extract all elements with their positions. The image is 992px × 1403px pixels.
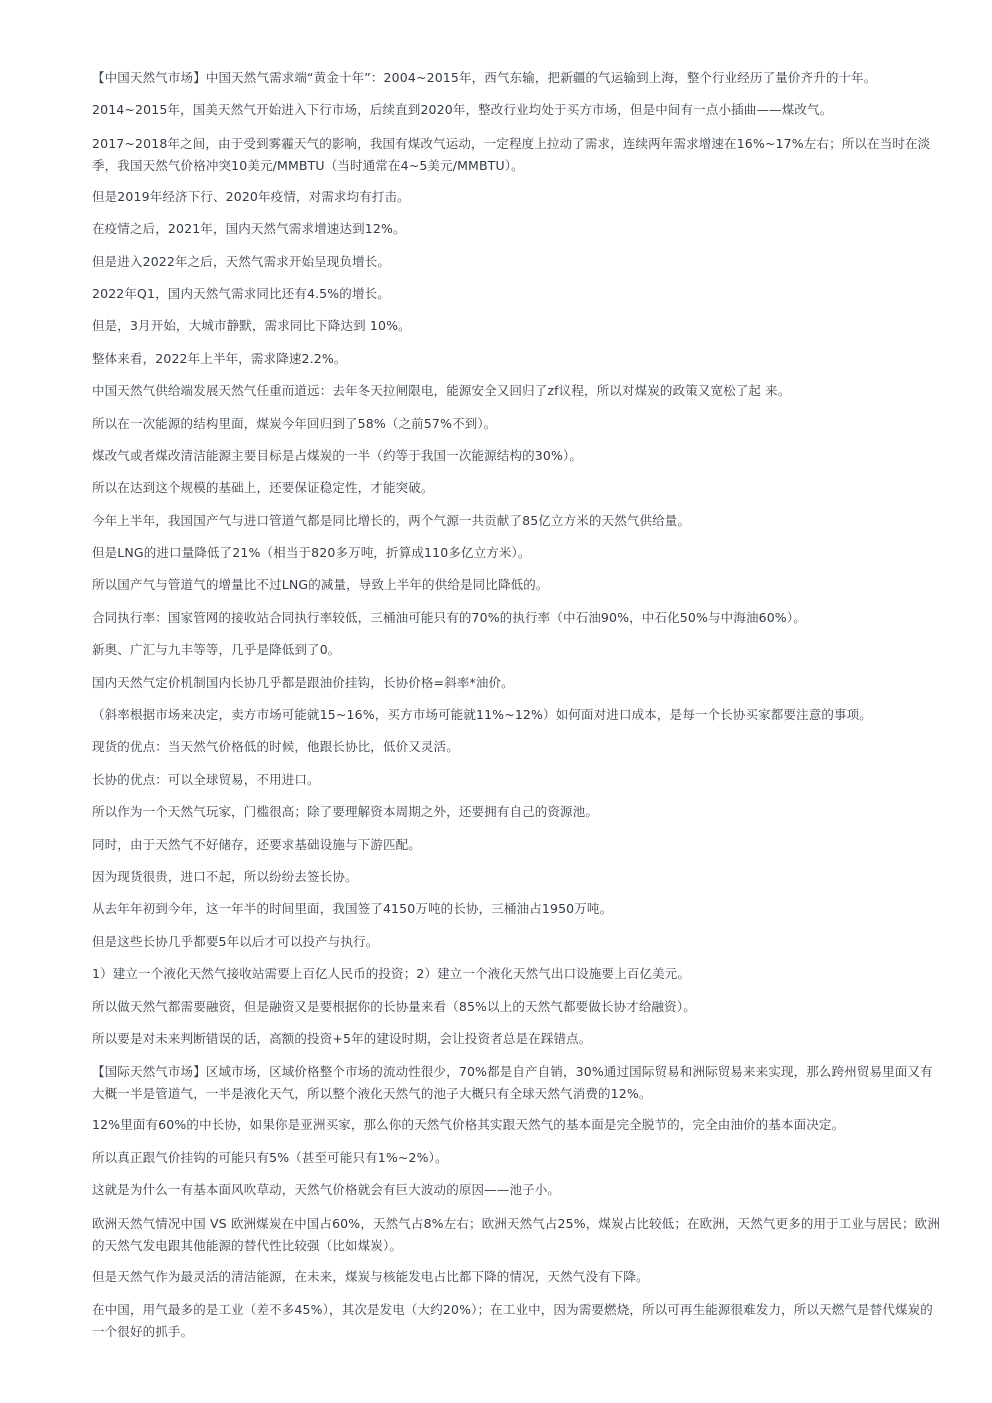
paragraph: 但是LNG的进口量降低了21%（相当于820多万吨，折算成110多亿立方米）。 xyxy=(92,545,531,561)
document-page xyxy=(92,68,940,1353)
paragraph-supply-side: 中国天然气供给端发展天然气任重而道远：去年冬天拉闸限电，能源安全又回归了zf议程，所以对煤炭的政策又宽松了起 来。 xyxy=(92,383,791,399)
paragraph: 整体来看，2022年上半年，需求降速2.2%。 xyxy=(92,350,347,366)
paragraph: （斜率根据市场来决定，卖方市场可能就15~16%，买方市场可能就11%~12%）如何面对进口成本，是每一个长协买家都要注意的事项。 xyxy=(92,707,872,723)
paragraph: 但是这些长协几乎都要5年以后才可以投产与执行。 xyxy=(92,933,379,949)
paragraph: 在疫情之后，2021年，国内天然气需求增速达到12%。 xyxy=(92,221,406,237)
paragraph: 这就是为什么一有基本面风吹草动，天然气价格就会有巨大波动的原因——池子小。 xyxy=(92,1182,561,1198)
paragraph-china-gas-market-intro: 【中国天然气市场】中国天然气需求端“黄金十年”：2004~2015年，西气东输，把新疆的气运输到上海，整个行业经历了量价齐升的十年。 xyxy=(92,70,877,85)
paragraph-international-gas-market: 【国际天然气市场】区域市场，区域价格整个市场的流动性很少，70%都是自产自销，30%通过国际贸易和洲际贸易来来实现，那么跨州贸易里面又有大概一半是管道气，一半是液化天气，所以整个液化天然气的池子大概只有全球天然气消费的12%。 xyxy=(92,1064,933,1102)
paragraph-china-usage: 在中国，用气最多的是工业（差不多45%），其次是发电（大约20%）；在工业中，因为需要燃烧，所以可再生能源很难发力，所以天燃气是替代煤炭的一个很好的抓手。 xyxy=(92,1301,933,1339)
paragraph: 但是，3月开始，大城市静默，需求同比下降达到 10%。 xyxy=(92,318,411,334)
paragraph-pricing-mechanism: 国内天然气定价机制国内长协几乎都是跟油价挂钩，长协价格=斜率*油价。 xyxy=(92,674,514,690)
paragraph: 但是2019年经济下行、2020年疫情，对需求均有打击。 xyxy=(92,188,410,204)
paragraph: 2014~2015年，国美天然气开始进入下行市场，后续直到2020年，整改行业均处于买方市场，但是中间有一点小插曲——煤改气。 xyxy=(92,102,833,118)
paragraph: 所以要是对未来判断错误的话，高额的投资+5年的建设时期，会让投资者总是在踩错点。 xyxy=(92,1030,592,1046)
paragraph: 从去年年初到今年，这一年半的时间里面，我国签了4150万吨的长协，三桶油占1950万吨。 xyxy=(92,901,613,917)
paragraph: 12%里面有60%的中长协，如果你是亚洲买家，那么你的天然气价格其实跟天然气的基本面是完全脱节的，完全由油价的基本面决定。 xyxy=(92,1117,845,1133)
paragraph: 长协的优点：可以全球贸易，不用进口。 xyxy=(92,771,320,787)
paragraph: 所以在一次能源的结构里面，煤炭今年回归到了58%（之前57%不到）。 xyxy=(92,415,497,431)
paragraph: 煤改气或者煤改清洁能源主要目标是占煤炭的一半（约等于我国一次能源结构的30%）。 xyxy=(92,447,583,463)
paragraph-europe-vs-china: 欧洲天然气情况中国 VS 欧洲煤炭在中国占60%，天然气占8%左右；欧洲天然气占25%，煤炭占比较低；在欧洲，天然气更多的用于工业与居民；欧洲的天然气发电跟其他能源的替代性比较强（比如煤炭）。 xyxy=(92,1215,940,1253)
paragraph: 同时，由于天然气不好储存，还要求基础设施与下游匹配。 xyxy=(92,836,421,852)
paragraph: 所以国产气与管道气的增量比不过LNG的减量，导致上半年的供给是同比降低的。 xyxy=(92,577,549,593)
paragraph: 但是天然气作为最灵活的清洁能源，在未来，煤炭与核能发电占比都下降的情况，天然气没有下降。 xyxy=(92,1268,649,1284)
paragraph-contract-execution: 合同执行率：国家管网的接收站合同执行率较低，三桶油可能只有的70%的执行率（中石油90%，中石化50%与中海油60%）。 xyxy=(92,609,806,625)
paragraph: 2017~2018年之间，由于受到雾霾天气的影响，我国有煤改气运动，一定程度上拉动了需求，连续两年需求增速在16%~17%左右；所以在当时在淡季，我国天然气价格冲突10美元/MMBTU（当时通常在4~5美元/MMBTU）。 xyxy=(92,135,931,173)
paragraph: 因为现货很贵，进口不起，所以纷纷去签长协。 xyxy=(92,868,358,884)
paragraph: 2022年Q1，国内天然气需求同比还有4.5%的增长。 xyxy=(92,285,390,301)
paragraph: 1）建立一个液化天然气接收站需要上百亿人民币的投资；2）建立一个液化天然气出口设施要上百亿美元。 xyxy=(92,966,691,982)
paragraph: 但是进入2022年之后，天然气需求开始呈现负增长。 xyxy=(92,253,391,269)
paragraph: 所以在达到这个规模的基础上，还要保证稳定性，才能突破。 xyxy=(92,480,434,496)
paragraph: 所以作为一个天然气玩家，门槛很高；除了要理解资本周期之外，还要拥有自己的资源池。 xyxy=(92,804,599,820)
paragraph: 现货的优点：当天然气价格低的时候，他跟长协比，低价又灵活。 xyxy=(92,739,459,755)
paragraph: 所以做天然气都需要融资，但是融资又是要根据你的长协量来看（85%以上的天然气都要做长协才给融资）。 xyxy=(92,998,696,1014)
paragraph: 新奥、广汇与九丰等等，几乎是降低到了0。 xyxy=(92,642,341,658)
paragraph: 所以真正跟气价挂钩的可能只有5%（甚至可能只有1%~2%）。 xyxy=(92,1149,448,1165)
paragraph: 今年上半年，我国国产气与进口管道气都是同比增长的，两个气源一共贡献了85亿立方米的天然气供给量。 xyxy=(92,512,691,528)
